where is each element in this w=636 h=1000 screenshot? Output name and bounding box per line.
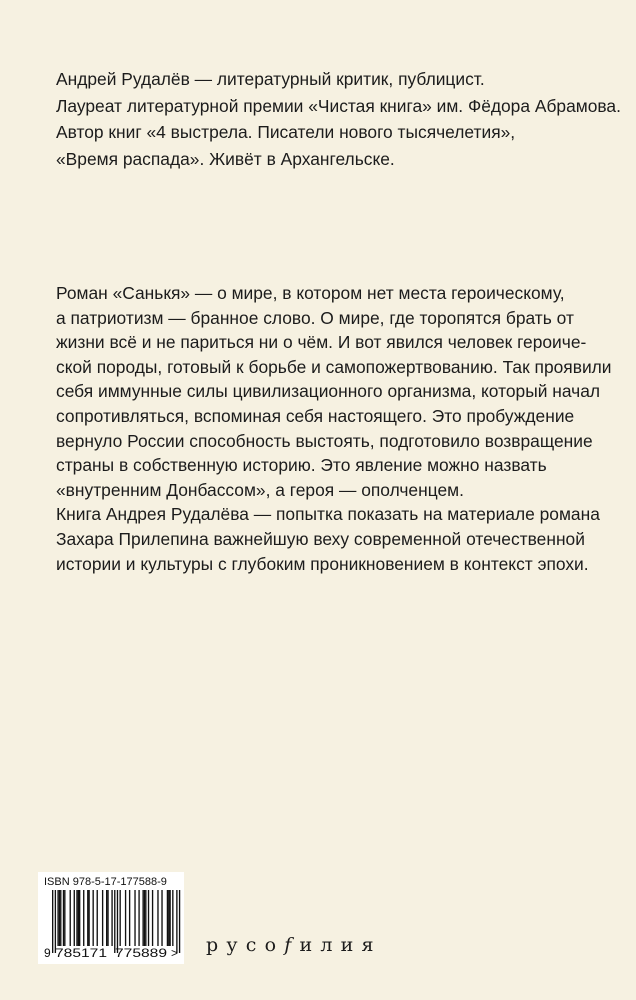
annotation-line: страны в собственную историю. Это явление можно назвать <box>56 455 547 476</box>
barcode-bar <box>102 890 103 946</box>
barcode-bar <box>120 890 121 946</box>
barcode-bar <box>64 890 65 946</box>
annotation-line: Роман «Санькя» — о мире, в котором нет места героическому, <box>56 283 565 303</box>
author-bio-line: Автор книг «4 выстрела. Писатели нового тысячелетия», <box>56 122 516 142</box>
barcode-bar <box>138 890 139 946</box>
barcode-bar <box>93 890 94 946</box>
barcode-bar <box>129 890 130 946</box>
publisher-logo-glyph: f <box>284 934 300 956</box>
barcode-digit-first: 9 <box>44 946 51 960</box>
book-annotation <box>56 281 616 576</box>
barcode-bar <box>169 890 170 946</box>
barcode-bar <box>145 890 146 946</box>
barcode-bar <box>63 890 64 946</box>
annotation-line: себя иммунные силы цивилизационного организма, который начал <box>56 381 601 402</box>
barcode-bar <box>152 890 153 946</box>
barcode-bar <box>52 890 53 953</box>
barcode-icon <box>38 872 184 964</box>
barcode-bar <box>125 890 126 946</box>
barcode-bar <box>70 890 71 946</box>
barcode-bars <box>52 890 180 953</box>
author-bio-line: «Время распада». Живёт в Архангельске. <box>56 148 395 169</box>
annotation-line: ской породы, готовый к борьбе и самопожертвованию. Так проявили <box>56 356 612 377</box>
barcode-bar <box>97 890 98 946</box>
barcode-bar <box>87 890 88 946</box>
annotation-line: жизни всё и не париться ни о чём. И вот явился человек героиче- <box>56 332 587 353</box>
barcode-bar <box>76 890 77 946</box>
annotation-line: истории и культуры с глубоким проникновением в контекст эпохи. <box>56 553 589 574</box>
barcode-bar <box>111 890 112 946</box>
publisher-logo-part: илия <box>299 934 382 956</box>
barcode-bar <box>74 890 75 946</box>
barcode-bar <box>179 890 180 953</box>
barcode-bar <box>142 890 143 946</box>
barcode-bar <box>79 890 80 946</box>
author-bio-line: Андрей Рудалёв — литературный критик, публицист. <box>56 69 485 89</box>
annotation-line: Захара Прилепина важнейшую веху современной отечественной <box>56 528 585 549</box>
barcode-bar <box>114 890 115 953</box>
annotation-line: сопротивляться, вспоминая себя настоящего. Это пробуждение <box>56 405 575 426</box>
barcode-bar <box>55 890 56 953</box>
barcode-bar <box>59 890 60 946</box>
barcode-bar <box>106 890 107 946</box>
barcode-bar <box>60 890 61 946</box>
barcode-bar <box>57 890 58 946</box>
barcode-digits-left: 785171 <box>55 946 108 960</box>
author-bio <box>56 66 621 172</box>
barcode-bar <box>117 890 118 953</box>
barcode-bar <box>172 890 173 946</box>
barcode-bar <box>161 890 162 946</box>
barcode-bar <box>107 890 108 946</box>
publisher-logo <box>206 934 382 956</box>
barcode-bar <box>144 890 145 946</box>
annotation-line: вернуло России способность выстоять, подготовило возвращение <box>56 430 593 451</box>
barcode-bar <box>88 890 89 946</box>
annotation-line: «внутренним Донбассом», а героя — ополченцем. <box>56 479 464 500</box>
isbn-number: ISBN 978-5-17-177588-9 <box>44 876 167 888</box>
annotation-line: Книга Андрея Рудалёва — попытка показать на материале романа <box>56 504 600 525</box>
barcode-bar <box>167 890 168 946</box>
barcode-bar <box>83 890 84 946</box>
barcode-bar <box>176 890 177 953</box>
publisher-logo-part: русо <box>206 934 285 956</box>
barcode-bar <box>148 890 149 946</box>
barcode-bar <box>157 890 158 946</box>
barcode-bar <box>168 890 169 946</box>
barcode-quiet-mark: > <box>171 946 179 960</box>
author-bio-line: Лауреат литературной премии «Чистая книга» им. Фёдора Абрамова. <box>56 95 621 116</box>
barcode-bar <box>78 890 79 946</box>
barcode-digits-right: 775889 <box>115 946 168 960</box>
isbn-barcode <box>38 872 184 964</box>
annotation-line: а патриотизм — бранное слово. О мире, где торопятся брать от <box>56 307 574 328</box>
barcode-bar <box>134 890 135 946</box>
